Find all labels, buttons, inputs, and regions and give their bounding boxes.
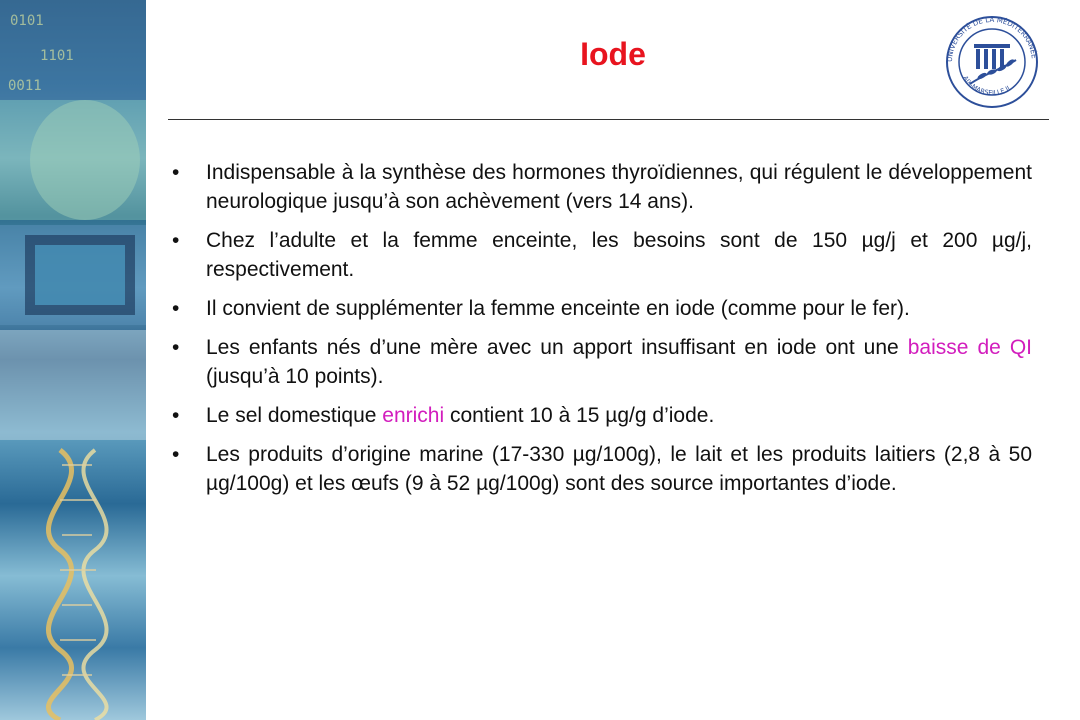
bullet-marker: •: [172, 229, 180, 252]
bullet-marker: •: [172, 336, 180, 359]
bullet-marker: •: [172, 161, 180, 184]
svg-text:AIX-MARSEILLE II: [961, 74, 1011, 97]
bullet-text: Les produits d’origine marine (17-330 µg/100g), le lait et les produits laitiers (2,8 à 50 µg/100g) et les œufs (9 à 52 µg/100g) sont des source importantes d’iode.: [206, 443, 1032, 495]
bullet-text-pre: Les enfants nés d’une mère avec un apport insuffisant en iode ont une: [206, 336, 908, 359]
bullet-item: [172, 158, 1032, 216]
bullet-item: [172, 401, 1032, 430]
bullet-text: Chez l’adulte et la femme enceinte, les besoins sont de 150 µg/j et 200 µg/j, respectivement.: [206, 229, 1032, 281]
svg-text:0011: 0011: [8, 78, 42, 94]
logo-text-top: UNIVERSITÉ DE LA MÉDITERRANÉE: [945, 15, 1038, 63]
left-decorative-strip: [0, 0, 146, 720]
bullet-item: [172, 440, 1032, 498]
bullet-highlight: enrichi: [382, 404, 445, 427]
bullet-text-post: contient 10 à 15 µg/g d’iode.: [444, 404, 715, 427]
slide-title: Iode: [580, 36, 646, 72]
bullet-highlight: baisse de QI: [907, 336, 1032, 359]
bullet-marker: •: [172, 404, 180, 427]
title-divider: [168, 119, 1049, 120]
bullet-item: [172, 294, 1032, 323]
bullet-item: [172, 333, 1032, 391]
bullet-item-highlighted: [172, 226, 1032, 284]
decorative-collage-image: [0, 0, 146, 720]
logo-text-bottom: AIX-MARSEILLE II: [961, 74, 1012, 97]
bullet-text: Il convient de supplémenter la femme enceinte en iode (comme pour le fer).: [206, 297, 910, 320]
bullet-list: [172, 158, 1032, 508]
bullet-marker: •: [172, 443, 180, 466]
bullet-text-pre: Le sel domestique: [206, 404, 383, 427]
bullet-text-post: (jusqu’à 10 points).: [206, 365, 384, 388]
bullet-text: Indispensable à la synthèse des hormones thyroïdiennes, qui régulent le développement neurologique jusqu’à son achèvement (vers 14 ans).: [206, 161, 1032, 213]
svg-text:1101: 1101: [40, 48, 74, 64]
svg-text:0101: 0101: [10, 13, 44, 29]
bullet-marker: •: [172, 297, 180, 320]
